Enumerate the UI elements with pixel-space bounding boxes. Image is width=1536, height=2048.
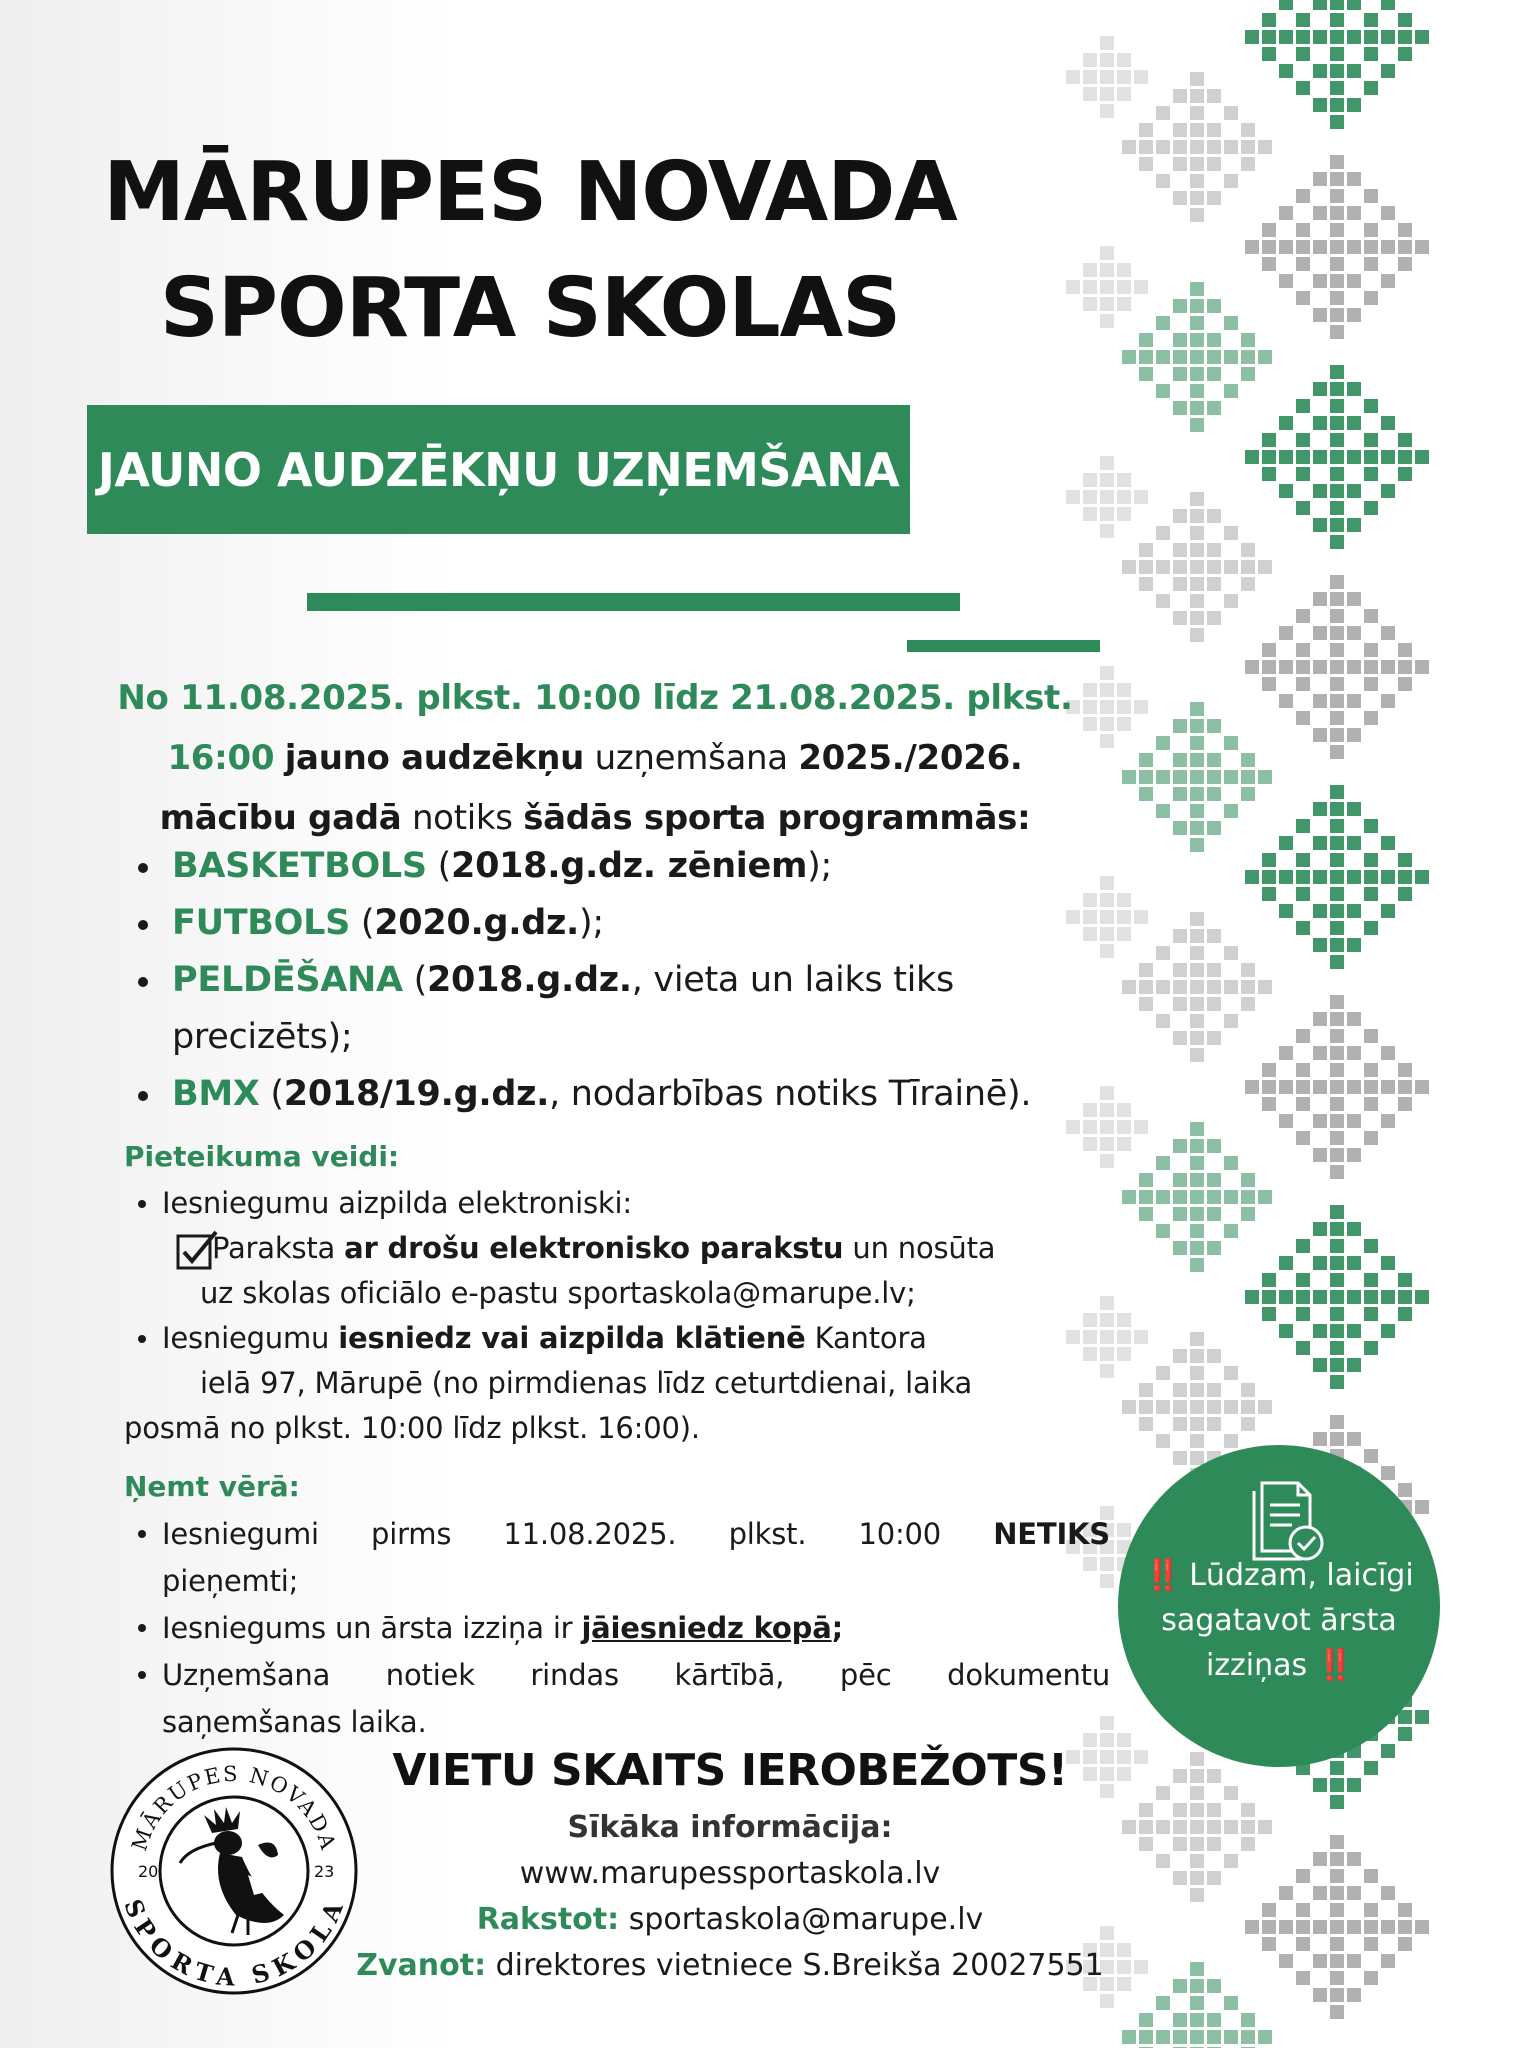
note-3-line-2: saņemšanas laika. <box>162 1705 427 1739</box>
title-line-2: SPORTA SKOLAS <box>159 261 901 356</box>
email-link[interactable]: sportaskola@marupe.lv <box>628 1902 984 1937</box>
divider-bar <box>307 593 960 611</box>
item2-line-2: ielā 97, Mārupē (no pirmdienas līdz ceturtdienai, laika <box>200 1366 973 1400</box>
school-logo <box>108 1745 360 1997</box>
website-link[interactable]: www.marupessportaskola.lv <box>519 1856 941 1891</box>
application-item-inperson <box>124 1316 1104 1361</box>
program-item <box>138 1066 1098 1123</box>
program-paren-close: ); <box>579 903 604 943</box>
phone-line <box>330 1943 1130 1989</box>
program-paren-open: ( <box>426 846 452 886</box>
divider-bar-short <box>907 640 1100 652</box>
item2-text-c: Kantora <box>814 1321 927 1355</box>
check-text-b: ar drošu elektronisko parakstu <box>344 1231 844 1265</box>
intro-text <box>100 668 1090 848</box>
check-text-a: Paraksta <box>212 1231 336 1265</box>
notes-list <box>124 1511 1110 1746</box>
program-list <box>138 838 1098 1123</box>
program-paren-open: ( <box>259 1074 284 1114</box>
application-check-item <box>124 1226 1104 1271</box>
note-item-3: Uzņemšana notiek rindas kārtībā, pēc dokumentu <box>124 1652 1110 1699</box>
note-1-bold: NETIKS <box>993 1517 1110 1551</box>
application-heading: Pieteikuma veidi: <box>124 1140 400 1173</box>
admission-banner: JAUNO AUDZĒKŅU UZŅEMŠANA <box>87 405 910 534</box>
program-name: BMX <box>172 1074 260 1114</box>
note-1-line-2: pieņemti; <box>162 1564 299 1598</box>
intro-school-year: 2025./2026. <box>798 738 1023 778</box>
program-detail-bold: 2018.g.dz. zēniem <box>451 846 808 886</box>
application-methods <box>124 1181 1104 1451</box>
intro-dates: No 11.08.2025. plkst. 10:00 līdz 21.08.2025. plkst. <box>117 678 1073 718</box>
program-item <box>138 838 1098 895</box>
note-1-text: Iesniegumi pirms 11.08.2025. plkst. 10:00 <box>162 1517 942 1551</box>
reminder-line-1: Lūdzam, laicīgi <box>1189 1558 1414 1593</box>
program-name: BASKETBOLS <box>172 846 427 886</box>
intro-text-f: šādās sporta programmās: <box>523 798 1031 838</box>
logo-bottom-text: SPORTA SKOLA <box>118 1895 350 1992</box>
intro-text-b: uzņemšana <box>594 738 788 778</box>
check-text-c: un nosūta <box>852 1231 996 1265</box>
note-2-text-a: Iesniegums un ārsta izziņa ir <box>162 1611 573 1645</box>
program-detail: , nodarbības notiks Tīrainē <box>549 1074 1007 1114</box>
write-label: Rakstot: <box>476 1902 620 1937</box>
program-paren-close: ); <box>327 1017 353 1057</box>
program-item <box>138 952 1098 1066</box>
notes-heading: Ņemt vērā: <box>124 1470 300 1503</box>
page-title <box>90 135 970 367</box>
program-item <box>138 895 1098 952</box>
intro-text-a: jauno audzēkņu <box>284 738 585 778</box>
program-paren-open: ( <box>350 903 375 943</box>
contact-info <box>330 1805 1130 1989</box>
note-item-1 <box>124 1511 1110 1558</box>
doctor-note-reminder <box>1118 1445 1440 1767</box>
application-item-electronic: Iesniegumu aizpilda elektroniski: <box>124 1181 1104 1226</box>
note-2-text-b: jāiesniedz kopā <box>581 1611 832 1645</box>
note-item-2 <box>124 1605 1110 1652</box>
alarm-icon-1: ‼️ <box>1144 1558 1180 1593</box>
checkbox-checked-icon <box>176 1228 220 1272</box>
intro-text-e: notiks <box>411 798 513 838</box>
title-line-1: MĀRUPES NOVADA <box>103 145 957 240</box>
right-margin <box>1450 0 1536 2048</box>
call-label: Zvanot: <box>356 1948 487 1983</box>
alarm-icon-2: ‼️ <box>1316 1648 1353 1683</box>
program-detail: , vieta un laiks tiks precizēts <box>172 960 954 1057</box>
logo-top-text: MĀRUPES NOVADA <box>127 1761 341 1854</box>
program-paren-close: ). <box>1006 1074 1032 1114</box>
program-paren-close: ); <box>807 846 832 886</box>
more-info-label: Sīkāka informācija: <box>567 1810 893 1845</box>
intro-time: 16:00 <box>167 738 275 778</box>
item2-text-a: Iesniegumu <box>162 1321 330 1355</box>
email-line <box>330 1897 1130 1943</box>
limited-places: VIETU SKAITS IEROBEŽOTS! <box>392 1745 1068 1796</box>
item2-text-b: iesniedz vai aizpilda klātienē <box>338 1321 806 1355</box>
phone-contact[interactable]: direktores vietniece S.Breikša 20027551 <box>495 1948 1104 1983</box>
program-name: PELDĒŠANA <box>172 960 403 1000</box>
reminder-line-2: sagatavot ārsta <box>1161 1603 1397 1638</box>
program-detail-bold: 2018/19.g.dz. <box>283 1074 550 1114</box>
program-paren-open: ( <box>402 960 427 1000</box>
program-detail-bold: 2018.g.dz. <box>427 960 632 1000</box>
program-detail-bold: 2020.g.dz. <box>374 903 580 943</box>
reminder-line-3: izziņas <box>1205 1648 1308 1683</box>
program-name: FUTBOLS <box>172 903 351 943</box>
logo-year-right: 23 <box>314 1862 335 1881</box>
logo-year-left: 20 <box>138 1862 159 1881</box>
check-line-2: uz skolas oficiālo e-pastu sportaskola@marupe.lv; <box>200 1276 916 1310</box>
note-2-text-c: ; <box>831 1611 843 1645</box>
item2-line-3: posmā no plkst. 10:00 līdz plkst. 16:00). <box>124 1411 700 1445</box>
intro-text-d: mācību gadā <box>159 798 402 838</box>
